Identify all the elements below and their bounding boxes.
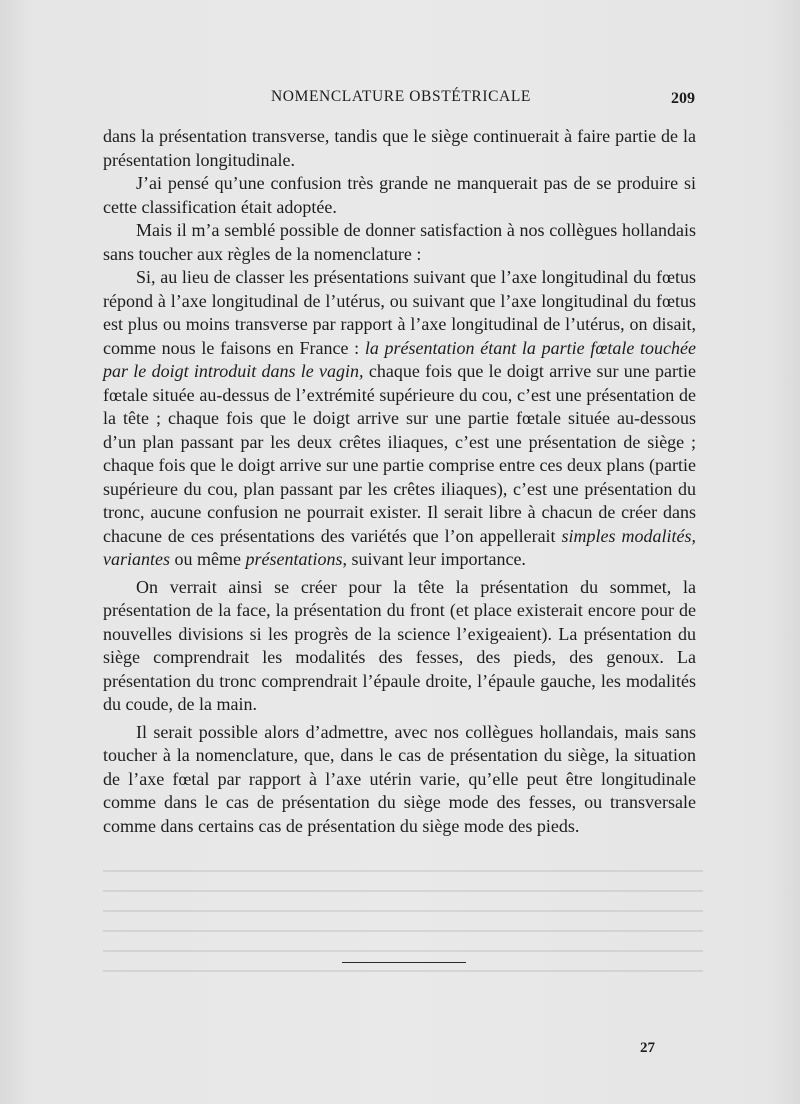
paragraph-3: Mais il m’a semblé possible de donner satisfaction à nos collègues hollandais sans toucher aux règles de la nomenclature : xyxy=(103,220,696,264)
signature-mark: 27 xyxy=(640,1040,655,1056)
running-title: NOMENCLATURE OBSTÉTRICALE xyxy=(271,88,531,105)
separator-rule xyxy=(342,962,466,963)
body-text xyxy=(103,125,696,838)
paragraph-1: dans la présentation transverse, tandis que le siège continuerait à faire partie de la présentation longitudinale. xyxy=(103,126,696,170)
italic-definition: la présentation étant la partie fœtale touchée par le doigt introduit dans le vagin, xyxy=(103,337,696,381)
page-number: 209 xyxy=(671,90,695,107)
italic-simples-modalites: simples modalités xyxy=(561,525,692,546)
paragraph-4-intro: Si, au lieu de classer les présentations suivant que l’axe longitudinal du fœtus répond à l’axe longitudinal de l’utérus, ou suivant que l’axe longitudinal du fœtus est plus ou moins transverse par rapport à l’axe longitudinal de l’utérus, on disait, comme nous le faisons en France : xyxy=(103,267,696,358)
paragraph-4-body: chaque fois que le doigt arrive sur une partie fœtale située au-dessus de l’extrémité supérieure du cou, c’est une présentation de la tête ; chaque fois que le doigt arrive sur une partie fœtale située au-dessous d’un plan passant par les deux crêtes iliaques, c’est une présentation de siège ; chaque fois que le doigt arrive sur une partie comprise entre ces deux plans (partie supérieure du cou, plan passant par les crêtes iliaques), c’est une présentation du tronc, aucune confusion ne pourrait exister. Il serait libre à chacun de créer dans chacune de ces présentations des variétés que l’on appellerait xyxy=(103,361,697,546)
paragraph-2: J’ai pensé qu’une confusion très grande ne manquerait pas de se produire si cette classification était adoptée. xyxy=(103,173,696,217)
italic-presentations: présentations xyxy=(245,549,343,569)
ou-meme: ou même xyxy=(174,549,241,569)
paragraph-5: On verrait ainsi se créer pour la tête la présentation du sommet, la présentation de la face, la présentation du front (et place existerait encore pour de nouvelles divisions si les progrès de la science l’exigeaient). La présentation du siège comprendrait les modalités des fesses, des pieds, des genoux. La présentation du tronc comprendrait l’épaule droite, l’épaule gauche, les modalités du coude, de la main. xyxy=(103,576,696,714)
paragraph-6: Il serait possible alors d’admettre, avec nos collègues hollandais, mais sans toucher à la nomenclature, que, dans le cas de présentation du siège, la situation de l’axe fœtal par rapport à l’axe utérin varie, qu’elle peut être longitudinale comme dans le cas de présentation du siège mode des fesses, ou transversale comme dans certains cas de présentation du siège mode des pieds. xyxy=(103,721,696,836)
comma: , xyxy=(691,525,696,546)
running-head xyxy=(0,88,800,112)
paragraph-4 xyxy=(103,266,696,572)
paragraph-4-end: , suivant leur importance. xyxy=(342,549,526,569)
italic-variantes: variantes xyxy=(103,549,170,569)
show-through-bleed xyxy=(103,870,703,1030)
